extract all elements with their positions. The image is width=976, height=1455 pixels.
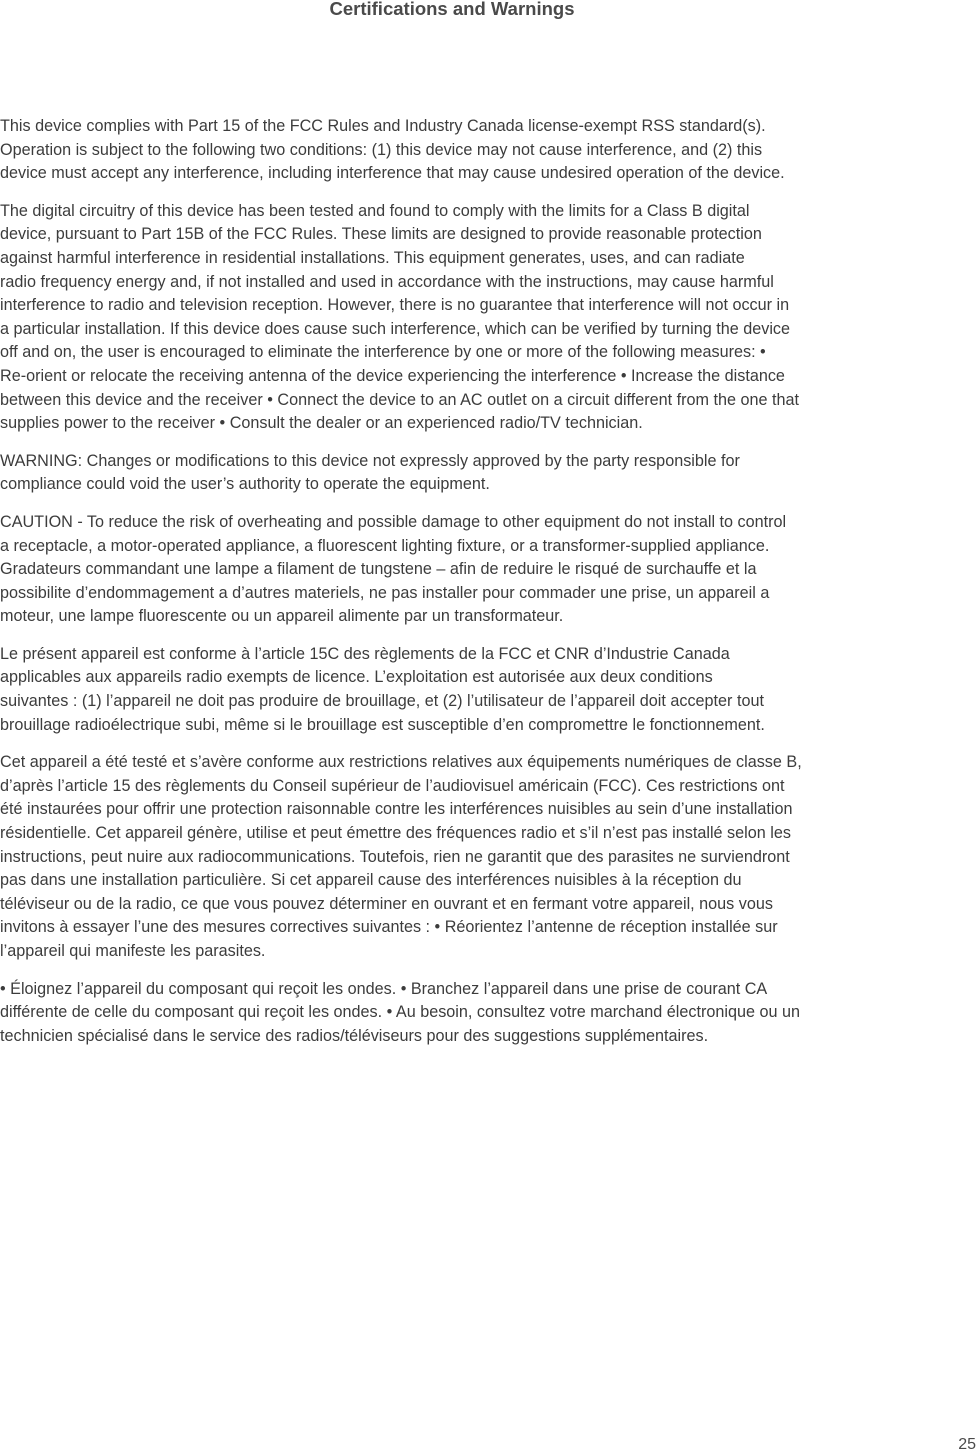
text-line: radio frequency energy and, if not installed and used in accordance with the instructions, may cause harmful — [0, 272, 774, 291]
paragraph-class-b-digital — [0, 200, 910, 436]
text-line: possibilite d’endommagement a d’autres materiels, ne pas installer pour commader une prise, un appareil a — [0, 583, 770, 602]
text-line: l’appareil qui manifeste les parasites. — [0, 942, 266, 960]
text-line: Le présent appareil est conforme à l’article 15C des règlements de la FCC et CNR d’Industrie Canada — [0, 644, 730, 663]
text-line: technicien spécialisé dans le service des radios/téléviseurs pour des suggestions supplémentaires. — [0, 1026, 709, 1045]
text-line: Operation is subject to the following two conditions: (1) this device may not cause interference, and (2) this — [0, 140, 763, 159]
text-line: téléviseur ou de la radio, ce que vous pouvez déterminer en ouvrant et en fermant votre appareil, nous vous — [0, 894, 773, 913]
text-line: Gradateurs commandant une lampe a filament de tungstene – afin de reduire le risqué de surchauffe et la — [0, 560, 757, 579]
text-line: moteur, une lampe fluorescente ou un appareil alimente par un transformateur. — [0, 607, 564, 626]
paragraph-caution — [0, 511, 910, 629]
text-line: against harmful interference in residential installations. This equipment generates, uses, and can radiate — [0, 248, 745, 267]
paragraph-french-class-b — [0, 751, 910, 963]
text-line: interference to radio and television reception. However, there is no guarantee that interference will not occur in — [0, 296, 790, 315]
paragraph-warning — [0, 450, 910, 497]
text-line: résidentielle. Cet appareil génère, utilise et peut émettre des fréquences radio et s’il n’est pas installé selon les — [0, 824, 791, 843]
text-line: instructions, peut nuire aux radiocommunications. Toutefois, rien ne garantit que des parasites ne surviendront — [0, 847, 790, 866]
text-line: • Éloignez l’appareil du composant qui reçoit les ondes. • Branchez l’appareil dans une prise de courant CA — [0, 979, 768, 998]
text-line: between this device and the receiver • Connect the device to an AC outlet on a circuit different from the one that — [0, 390, 800, 409]
paragraph-fcc-compliance — [0, 115, 910, 186]
text-line: Re-orient or relocate the receiving antenna of the device experiencing the interference • Increase the distance — [0, 366, 785, 385]
page-number: 25 — [958, 1436, 976, 1453]
text-line: d’après l’article 15 des règlements du Conseil supérieur de l’audiovisuel américain (FCC). Ces restrictions ont — [0, 776, 785, 795]
text-line: Cet appareil a été testé et s’avère conforme aux restrictions relatives aux équipements numériques de classe B, — [0, 753, 802, 772]
text-line: This device complies with Part 15 of the FCC Rules and Industry Canada license-exempt RSS standard(s). — [0, 117, 766, 135]
text-line: suivantes : (1) l’appareil ne doit pas produire de brouillage, et (2) l’utilisateur de l’appareil doit accepter tout — [0, 692, 764, 711]
text-line: WARNING: Changes or modifications to this device not expressly approved by the party responsible for — [0, 451, 740, 470]
text-line: device, pursuant to Part 15B of the FCC Rules. These limits are designed to provide reasonable protection — [0, 225, 762, 244]
text-line: brouillage radioélectrique subi, même si le brouillage est susceptible d’en compromettre le fonctionnement. — [0, 715, 765, 734]
text-line: a receptacle, a motor-operated appliance, a fluorescent lighting fixture, or a transformer-supplied appliance. — [0, 536, 770, 555]
paragraph-french-compliance — [0, 643, 910, 737]
text-line: off and on, the user is encouraged to eliminate the interference by one or more of the following measures: • — [0, 343, 766, 362]
text-line: compliance could void the user’s authority to operate the equipment. — [0, 475, 490, 494]
text-line: CAUTION - To reduce the risk of overheating and possible damage to other equipment do not install to control — [0, 512, 787, 531]
text-line: device must accept any interference, including interference that may cause undesired operation of the device. — [0, 164, 785, 183]
paragraph-french-measures — [0, 978, 910, 1049]
text-line: été instaurées pour offrir une protection raisonnable contre les interférences nuisibles au sein d’une installation — [0, 800, 793, 819]
text-line: invitons à essayer l’une des mesures correctives suivantes : • Réorientez l’antenne de réception installée sur — [0, 918, 778, 937]
text-line: pas dans une installation particulière. Si cet appareil cause des interférences nuisibles à la réception du — [0, 871, 742, 890]
document-body — [0, 115, 910, 1062]
page-title: Certifications and Warnings — [329, 0, 575, 19]
text-line: a particular installation. If this device does cause such interference, which can be verified by turning the device — [0, 319, 791, 338]
text-line: The digital circuitry of this device has been tested and found to comply with the limits for a Class B digital — [0, 201, 750, 220]
text-line: supplies power to the receiver • Consult the dealer or an experienced radio/TV technician. — [0, 414, 643, 433]
text-line: différente de celle du composant qui reçoit les ondes. • Au besoin, consultez votre marchand électronique ou un — [0, 1003, 800, 1022]
text-line: applicables aux appareils radio exempts de licence. L’exploitation est autorisée aux deux conditions — [0, 668, 713, 687]
